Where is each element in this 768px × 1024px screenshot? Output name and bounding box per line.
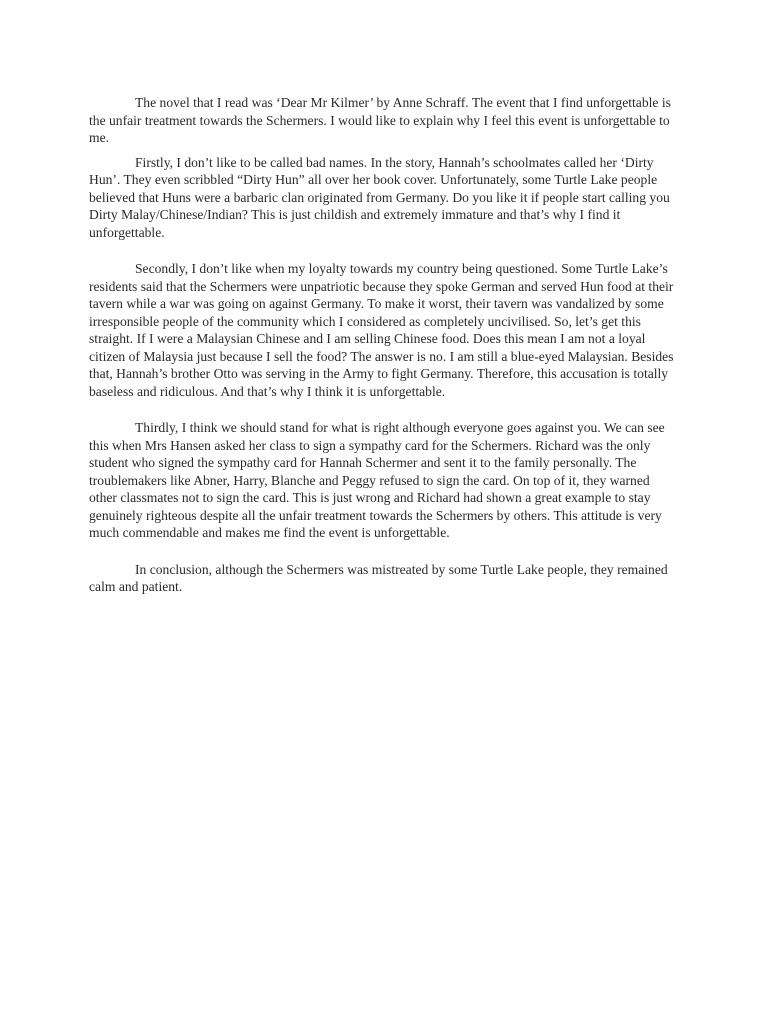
paragraph-secondly: Secondly, I don’t like when my loyalty towards my country being questioned. Some Turtle Lake’s residents said that the Schermers were unpatriotic because they spoke German and served Hun food at their tavern while a war was going on against Germany. To make it worst, their tavern was vandalized by some irresponsible people of the community which I considered as completely uncivilised. So, let’s get this straight. If I were a Malaysian Chinese and I am selling Chinese food. Does this mean I am not a loyal citizen of Malaysia just because I sell the food? The answer is no. I am still a blue-eyed Malaysian. Besides that, Hannah’s brother Otto was serving in the Army to fight Germany. Therefore, this accusation is totally baseless and ridiculous. And that’s why I think it is unforgettable. [89, 261, 674, 399]
paragraph-conclusion: In conclusion, although the Schermers was mistreated by some Turtle Lake people, they remained calm and patient. [89, 561, 668, 594]
paragraph-thirdly: Thirdly, I think we should stand for what is right although everyone goes against you. We can see this when Mrs Hansen asked her class to sign a sympathy card for the Schermers. Richard was the only student who signed the sympathy card for Hannah Schermer and sent it to the family personally. The troublemakers like Abner, Harry, Blanche and Peggy refused to sign the card. On top of it, they warned other classmates not to sign the card. This is just wrong and Richard had shown a great example to stay genuinely righteous despite all the unfair treatment towards the Schermers by others. This attitude is very much commendable and makes me find the event is unforgettable. [89, 420, 665, 540]
essay-body [89, 94, 677, 596]
paragraph-firstly: Firstly, I don’t like to be called bad names. In the story, Hannah’s schoolmates called her ‘Dirty Hun’. They even scribbled “Dirty Hun” all over her book cover. Unfortunately, some Turtle Lake people believed that Huns were a barbaric clan originated from Germany. Do you like it if people start calling you Dirty Malay/Chinese/Indian? This is just childish and extremely immature and that’s why I find it unforgettable. [89, 154, 670, 240]
paragraph-introduction: The novel that I read was ‘Dear Mr Kilmer’ by Anne Schraff. The event that I find unforgettable is the unfair treatment towards the Schermers. I would like to explain why I feel this event is unforgettable to me. [89, 95, 671, 145]
